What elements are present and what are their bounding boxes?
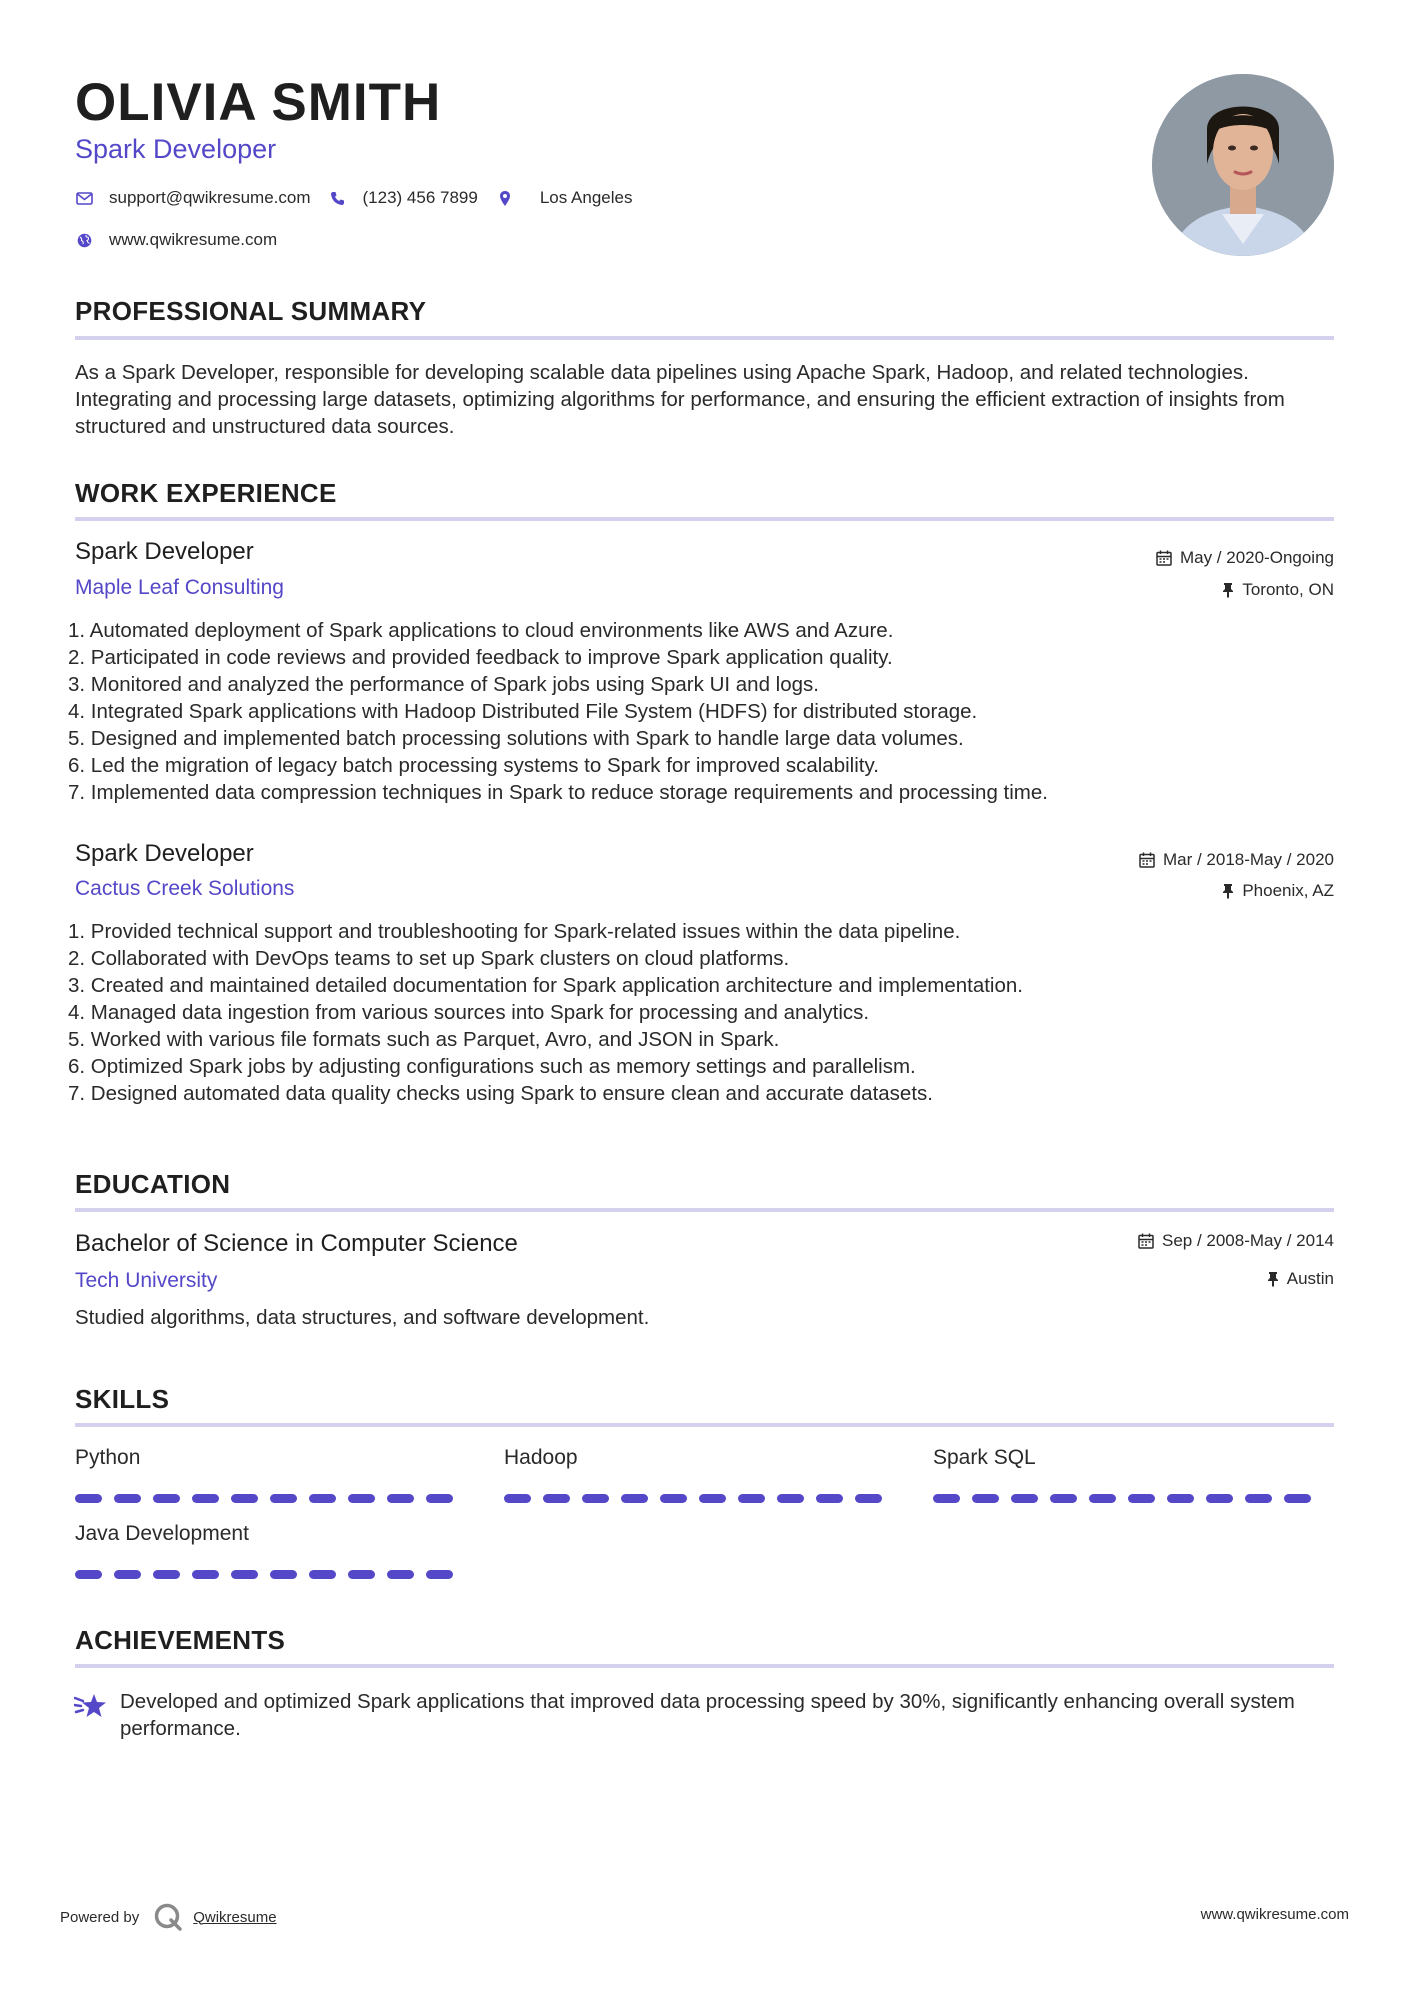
location-text: Los Angeles xyxy=(539,188,633,207)
globe-icon xyxy=(75,231,93,249)
job-title: Spark Developer xyxy=(75,840,254,867)
job-location xyxy=(1222,580,1334,600)
list-item: 6. Optimized Spark jobs by adjusting configurations such as memory settings and parallelism. xyxy=(68,1055,916,1078)
education-location xyxy=(1267,1269,1334,1289)
skills-divider xyxy=(75,1423,1334,1427)
experience-heading: WORK EXPERIENCE xyxy=(75,478,337,508)
candidate-role: Spark Developer xyxy=(75,134,277,164)
shooting-star-icon xyxy=(74,1692,108,1725)
achievement-item: Developed and optimized Spark applications that improved data processing speed by 30%, significantly enhancing overall system performance. xyxy=(120,1690,1295,1740)
skill-name: Spark SQL xyxy=(933,1446,1036,1469)
list-item: 6. Led the migration of legacy batch processing systems to Spark for improved scalability. xyxy=(68,754,879,777)
qwikresume-logo-icon xyxy=(153,1902,183,1932)
job-bullets xyxy=(68,617,1328,806)
list-item: 1. Automated deployment of Spark applications to cloud environments like AWS and Azure. xyxy=(68,619,894,642)
job-dates-text: May / 2020-Ongoing xyxy=(1179,548,1334,567)
calendar-icon xyxy=(1138,1233,1154,1249)
job-dates xyxy=(1156,548,1334,568)
calendar-icon xyxy=(1156,550,1172,566)
pin-icon xyxy=(1222,582,1234,598)
job-bullets xyxy=(68,918,1328,1107)
list-item: 5. Worked with various file formats such as Parquet, Avro, and JSON in Spark. xyxy=(68,1028,780,1051)
summary-text: As a Spark Developer, responsible for developing scalable data pipelines using Apache Spark, Hadoop, and related technologies. Integrating and processing large datasets, optimizing algorithms for performance, and ensuring the efficient extraction of insights from structured and unstructured data sources. xyxy=(75,361,1285,438)
list-item: 3. Created and maintained detailed documentation for Spark application architecture and implementation. xyxy=(68,974,1023,997)
skill-name: Java Development xyxy=(75,1522,249,1545)
footer-website[interactable]: www.qwikresume.com xyxy=(1200,1906,1349,1923)
phone-text[interactable]: (123) 456 7899 xyxy=(362,188,478,207)
contact-row-primary xyxy=(75,188,650,208)
job-location-text: Toronto, ON xyxy=(1242,580,1334,599)
education-school: Tech University xyxy=(75,1269,218,1292)
footer-powered-by xyxy=(60,1902,277,1932)
job-location-text: Phoenix, AZ xyxy=(1242,881,1334,900)
achievements-heading: ACHIEVEMENTS xyxy=(75,1625,286,1655)
job-title: Spark Developer xyxy=(75,538,254,565)
skills-heading: SKILLS xyxy=(75,1384,170,1414)
education-dates xyxy=(1138,1231,1334,1251)
contact-row-secondary xyxy=(75,230,295,250)
list-item: 5. Designed and implemented batch processing solutions with Spark to handle large data volumes. xyxy=(68,727,964,750)
list-item: 3. Monitored and analyzed the performance of Spark jobs using Spark UI and logs. xyxy=(68,673,819,696)
email-text[interactable]: support@qwikresume.com xyxy=(109,188,311,207)
list-item: 2. Collaborated with DevOps teams to set up Spark clusters on cloud platforms. xyxy=(68,947,790,970)
phone-icon xyxy=(329,189,347,207)
skill-level-bar xyxy=(933,1494,1323,1503)
pin-icon xyxy=(1267,1271,1279,1287)
list-item: 7. Designed automated data quality checks using Spark to ensure clean and accurate datasets. xyxy=(68,1082,933,1105)
powered-by-label: Powered by xyxy=(60,1908,140,1926)
map-pin-icon xyxy=(496,189,514,207)
list-item: 4. Integrated Spark applications with Hadoop Distributed File System (HDFS) for distributed storage. xyxy=(68,700,978,723)
education-dates-text: Sep / 2008-May / 2014 xyxy=(1161,1231,1334,1250)
skill-name: Hadoop xyxy=(504,1446,578,1469)
list-item: 4. Managed data ingestion from various sources into Spark for processing and analytics. xyxy=(68,1001,870,1024)
summary-heading: PROFESSIONAL SUMMARY xyxy=(75,296,427,326)
job-dates-text: Mar / 2018-May / 2020 xyxy=(1162,850,1334,869)
candidate-name: OLIVIA SMITH xyxy=(75,73,442,132)
summary-divider xyxy=(75,336,1334,340)
education-location-text: Austin xyxy=(1286,1269,1334,1288)
job-company: Maple Leaf Consulting xyxy=(75,576,284,599)
job-dates xyxy=(1139,850,1334,870)
qwikresume-link[interactable]: Qwikresume xyxy=(193,1908,277,1926)
website-text[interactable]: www.qwikresume.com xyxy=(109,230,278,249)
pin-icon xyxy=(1222,883,1234,899)
education-description: Studied algorithms, data structures, and software development. xyxy=(75,1306,650,1329)
job-location xyxy=(1222,881,1334,901)
calendar-icon xyxy=(1139,852,1155,868)
skill-level-bar xyxy=(504,1494,894,1503)
skill-level-bar xyxy=(75,1494,465,1503)
skill-name: Python xyxy=(75,1446,141,1469)
education-divider xyxy=(75,1208,1334,1212)
skill-level-bar xyxy=(75,1570,465,1579)
profile-photo xyxy=(1152,74,1334,256)
education-heading: EDUCATION xyxy=(75,1169,231,1199)
list-item: 7. Implemented data compression techniques in Spark to reduce storage requirements and processing time. xyxy=(68,781,1048,804)
list-item: 2. Participated in code reviews and provided feedback to improve Spark application quality. xyxy=(68,646,893,669)
experience-divider xyxy=(75,517,1334,521)
job-company: Cactus Creek Solutions xyxy=(75,877,295,900)
achievements-divider xyxy=(75,1664,1334,1668)
email-icon xyxy=(75,189,93,207)
list-item: 1. Provided technical support and troubleshooting for Spark-related issues within the data pipeline. xyxy=(68,920,961,943)
education-degree: Bachelor of Science in Computer Science xyxy=(75,1230,518,1257)
